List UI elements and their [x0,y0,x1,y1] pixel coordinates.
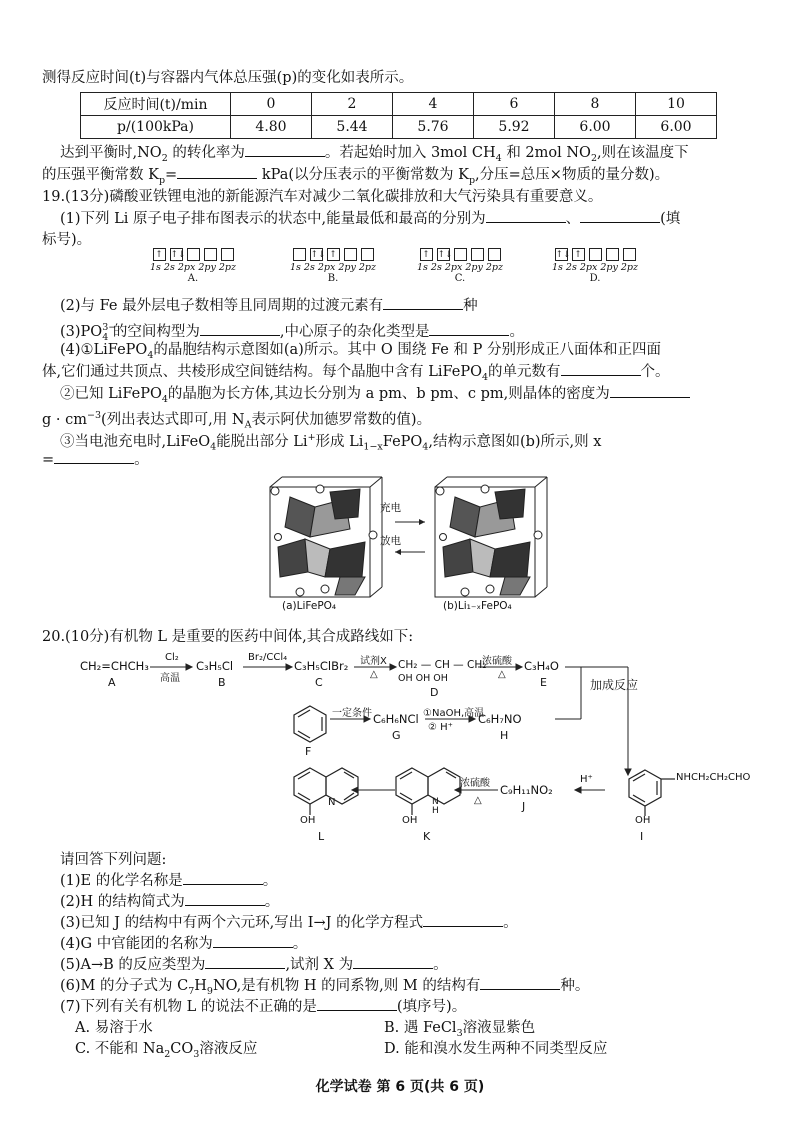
compound-c: C₃H₅ClBr₂ [294,659,349,673]
cond-bc-top: Br₂/CCl₄ [248,652,288,663]
question-3: (3)已知 J 的结构中有两个六元环,写出 I→J 的化学方程式 。 [60,915,518,931]
question-2: (2)H 的结构简式为 。 [60,894,280,910]
compound-l-oh: OH [300,815,316,826]
table-cell: 10 [636,93,717,116]
q19-part4-2-cont: $g \cdot cm^{-3}$(列出表达式即可,用 $N_A$表示阿伏加德罗常数的值)。 [42,410,432,431]
table-cell: 6 [474,93,555,116]
table-cell: 6.00 [636,116,717,139]
compound-g: C₆H₆NCl [373,712,419,726]
q19-part4-2: ②已知 LiFePO$_4$的晶胞为长方体,其边长分别为 a pm、b pm、c pm,则晶体的密度为 [60,384,760,410]
table-cell: 4.80 [231,116,312,139]
compound-d-oh: OH OH OH [398,673,448,684]
table-cell: 2 [312,93,393,116]
table-cell: 5.44 [312,116,393,139]
q19-part3: $(3)PO^{3-}_4$ 的空间构型为 ,中心原子的杂化类型是 。 [60,322,524,343]
q18-line1: 达到平衡时$,NO_2$ 的转化率为 。若起始时加入 3mol $CH_4$ 和 2mol $NO_2$,则在该温度下 [60,145,689,164]
questions-lead: 请回答下列问题: [60,852,167,868]
label-g: G [392,729,401,742]
q19-part1-cont: 标号)。 [42,232,92,248]
cond-fg-top: 一定条件 [332,708,372,719]
orbital-diagram-b: ↑↓ ↑ 1s 2s 2px 2py 2pz B. [289,250,377,284]
structure-k [396,768,460,815]
q19-part2: (2)与 Fe 最外层电子数相等且同周期的过渡元素有 种 [60,298,478,314]
q19-part4-1: (4)①LiFePO$_4$的晶胞结构示意图如(a)所示。其中 O 围绕 Fe 和 P 分别形成正八面体和正四面 [60,342,661,361]
answer-blank[interactable] [423,913,503,927]
benzene-ring-f [294,706,326,742]
compound-h: C₆H₇NO [478,712,522,726]
compound-a: CH₂=CHCH₃ [80,659,149,673]
label-j: J [522,800,526,813]
table-cell: 6.00 [555,116,636,139]
compound-e: C₃H₄O [524,659,559,673]
cond-jk-top: 浓硫酸 [460,778,490,789]
q20-title: 20.(10分)有机物 L 是重要的医药中间体,其合成路线如下: [42,629,414,645]
addition-label: 加成反应 [590,678,639,692]
answer-blank[interactable] [185,892,265,906]
option-d[interactable]: D. 能和溴水发生两种不同类型反应 [384,1041,608,1057]
table-cell: 8 [555,93,636,116]
orbital-diagram-c: ↑ ↑↓ 1s 2s 2px 2py 2pz C. [416,250,504,284]
table-cell: 5.92 [474,116,555,139]
label-a: A [108,676,116,689]
orbital-diagram-a: ↑ ↑↓ 1s 2s 2px 2py 2pz A. [149,250,237,284]
label-c: C [315,676,323,689]
cond-ab-bot: 高温 [160,673,180,684]
cond-cd-bot: △ [370,669,378,680]
compound-l-n: N [328,797,336,808]
label-discharge: 放电 [380,535,401,547]
cond-cd-top: 试剂X [360,656,387,667]
option-b[interactable]: B. 遇 FeCl$_3$溶液显紫色 [384,1020,536,1039]
cond-de-bot: △ [498,669,506,680]
cond-ij-top: H⁺ [580,774,593,785]
question-4: (4)G 中官能团的名称为 。 [60,936,308,952]
q19-part4-3-cont: = 。 [42,452,149,468]
answer-blank[interactable] [183,871,263,885]
label-d: D [430,686,439,699]
compound-i-sub: NHCH₂CH₂CHO [676,772,751,783]
table-cell: 0 [231,93,312,116]
compound-j: C₉H₁₁NO₂ [500,783,553,797]
q18-line2: 的压强平衡常数 $K_p= kPa$(以分压表示的平衡常数为 $K_p$,分压=总压×物质的量分数)。 [42,167,670,186]
compound-k-nh: N H [432,797,439,816]
q19-title: 19.(13分)磷酸亚铁锂电池的新能源汽车对减少二氧化碳排放和大气污染具有重要意义。 [42,189,603,205]
label-b: B [218,676,226,689]
table-header-time: 反应时间(t)/min [81,93,231,116]
orbital-diagram-d: ↑↓ ↑ 1s 2s 2px 2py 2pz D. [551,250,639,284]
q19-part4-3: ③当电池充电时,LiFeO$_4$能脱出部分 Li+形成 $Li_{1-x}FePO_4$,结构示意图如(b)所示,则 x [60,432,602,453]
q19-part1: (1)下列 Li 原子电子排布图表示的状态中,能量最低和最高的分别为 、 (填 [60,211,681,227]
answer-blank[interactable] [353,955,433,969]
label-charge: 充电 [380,502,401,514]
structure-l [294,768,358,815]
label-f: F [305,745,312,758]
page-footer: 化学试卷 第 6 页(共 6 页) [315,1079,485,1095]
label-l: L [318,830,325,843]
question-5: (5)A→B 的反应类型为 ,试剂 X 为 。 [60,957,448,973]
structure-i [629,770,675,816]
cond-de-top: 浓硫酸 [482,656,512,667]
intro-text: 测得反应时间(t)与容器内气体总压强(p)的变化如表所示。 [42,70,414,86]
label-i: I [640,830,644,843]
compound-d: CH₂ — CH — CH₂ [398,659,487,671]
answer-blank[interactable] [480,976,560,990]
question-7: (7)下列有关有机物 L 的说法不正确的是 (填序号)。 [60,999,467,1015]
figure-caption-a: (a)LiFePO₄ [282,600,337,612]
figure-caption-b: (b)Li₁₋ₓFePO₄ [443,600,512,612]
compound-i-oh: OH [635,815,651,826]
answer-blank[interactable] [317,997,397,1011]
label-k: K [423,830,431,843]
table-cell: 4 [393,93,474,116]
question-1: (1)E 的化学名称是 。 [60,873,278,889]
label-h: H [500,729,509,742]
table-header-pressure: p/(100kPa) [81,116,231,139]
answer-blank[interactable] [213,934,293,948]
compound-k-oh: OH [402,815,418,826]
table-cell: 5.76 [393,116,474,139]
answer-blank[interactable] [205,955,285,969]
question-6: (6)M 的分子式为 $C_7H_9NO$,是有机物 H 的同系物,则 M 的结构有 种。 [60,978,590,997]
option-c[interactable]: C. 不能和 $Na_2CO_3$溶液反应 [75,1041,258,1060]
cond-jk-bot: △ [474,795,482,806]
cond-gh-top: ①NaOH,高温 [423,708,485,719]
label-e: E [540,676,547,689]
cond-ab-top: Cl₂ [165,652,179,663]
compound-b: C₃H₅Cl [196,659,234,673]
cond-gh-bot: ② H⁺ [428,722,453,733]
q19-part4-1-cont: 体,它们通过共顶点、共棱形成空间链结构。每个晶胞中含有 LiFePO$_4$的单元数有 个。 [42,364,670,383]
option-a[interactable]: A. 易溶于水 [75,1020,153,1036]
